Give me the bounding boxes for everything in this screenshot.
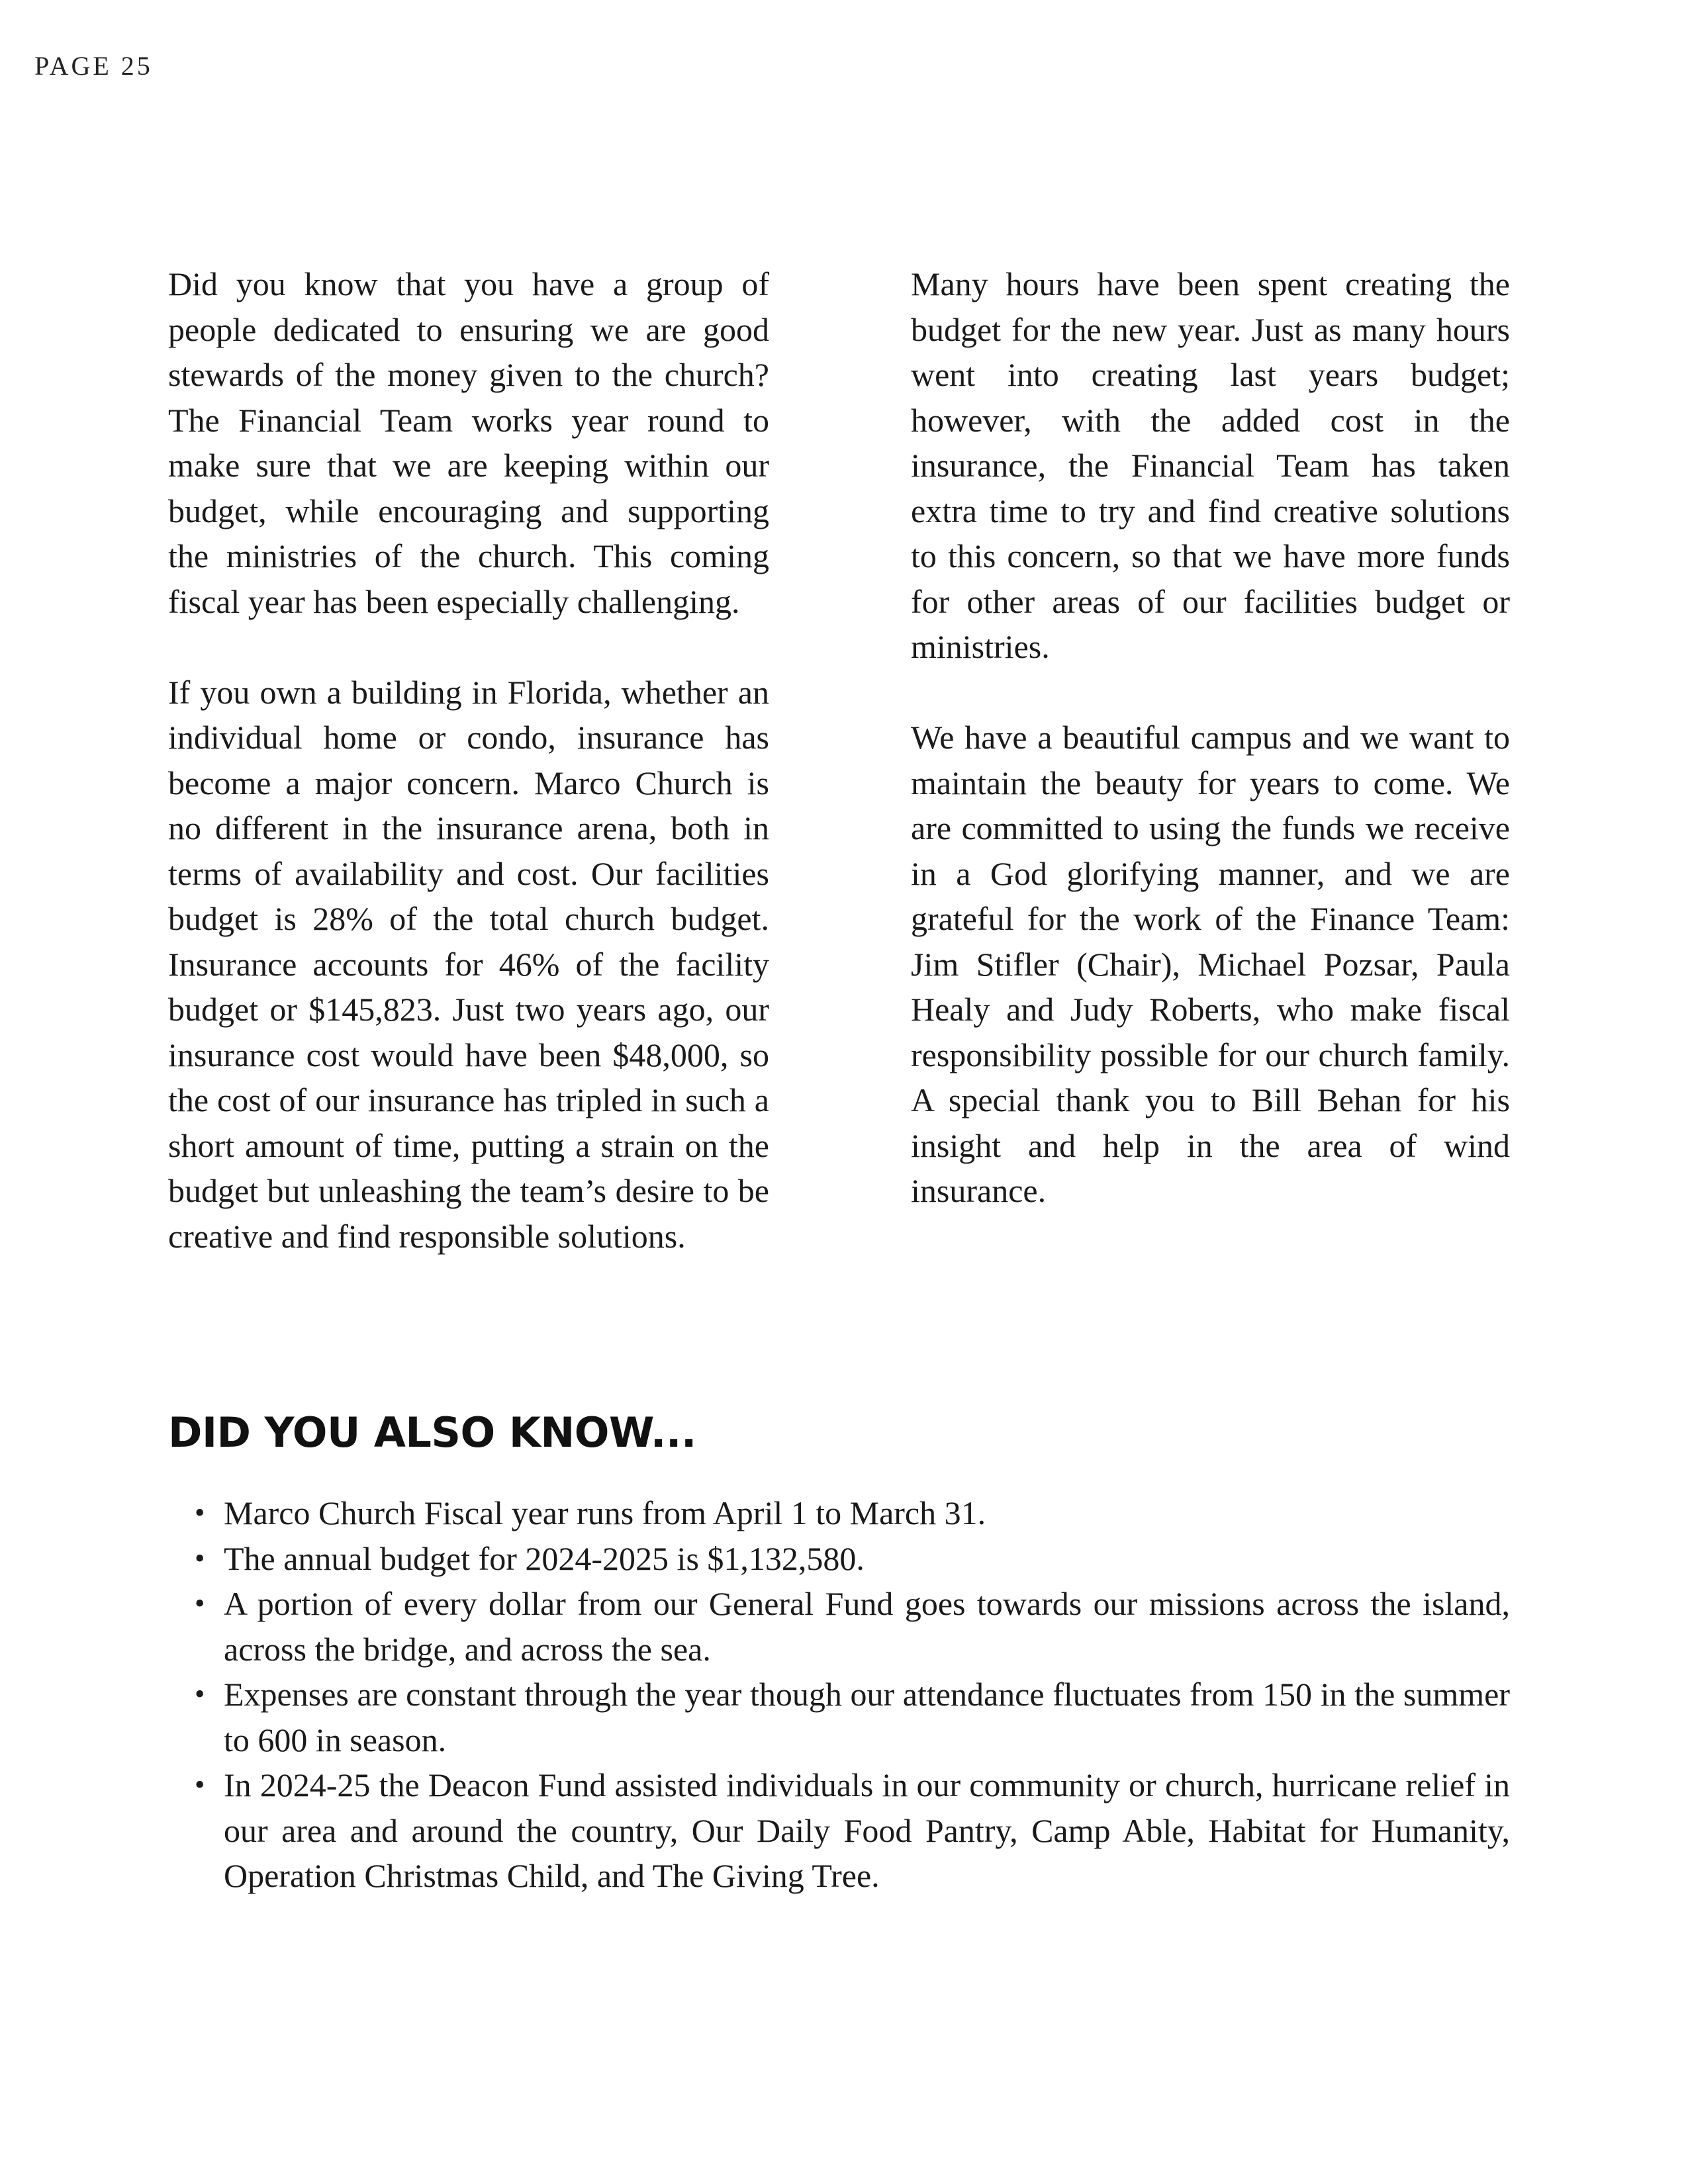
paragraph-budget-hours: Many hours have been spent creating the budget for the new year. Just as many hours went into creating last years budget; however, with the added cost in the insurance, the Financial Team has taken extra time to try and find creative solutions to this concern, so that we have more funds for other areas of our facilities budget or ministries. bbox=[911, 265, 1510, 665]
page-number: PAGE 25 bbox=[34, 51, 153, 81]
right-column bbox=[911, 261, 1510, 1259]
bullet-icon: • bbox=[195, 1768, 205, 1801]
list-item bbox=[168, 1762, 1510, 1899]
bullet-icon: • bbox=[195, 1678, 205, 1710]
paragraph-beautiful-campus: We have a beautiful campus and we want to maintain the beauty for years to come. We are committed to using the funds we receive in a God glorifying manner, and we are grateful for the work of the Finance Team: Jim Stifler (Chair), Michael Pozsar, Paula Healy and Judy Roberts, who make fiscal responsibility possible for our church family. A special thank you to Bill Behan for his insight and help in the area of wind insurance. bbox=[911, 719, 1510, 1209]
fact-text: In 2024-25 the Deacon Fund assisted individuals in our community or church, hurricane relief in our area and around the country, Our Daily Food Pantry, Camp Able, Habitat for Humanity, Operation Christmas Child, and The Giving Tree. bbox=[224, 1766, 1510, 1894]
left-column bbox=[168, 261, 769, 1304]
paragraph-insurance-concern: If you own a building in Florida, whether an individual home or condo, insurance has become a major concern. Marco Church is no different in the insurance arena, both in terms of availability and cost. Our facilities budget is 28% of the total church budget. Insurance accounts for 46% of the facility budget or $145,823. Just two years ago, our insurance cost would have been $48,000, so the cost of our insurance has tripled in such a short amount of time, putting a strain on the budget but unleashing the team’s desire to be creative and find responsible solutions. bbox=[168, 673, 769, 1255]
list-item bbox=[168, 1672, 1510, 1762]
fact-text: A portion of every dollar from our General Fund goes towards our missions across the island, across the bridge, and across the sea. bbox=[224, 1585, 1510, 1668]
list-item bbox=[168, 1581, 1510, 1672]
fact-text: The annual budget for 2024-2025 is $1,132,580. bbox=[224, 1539, 865, 1577]
bullet-icon: • bbox=[195, 1541, 205, 1574]
paragraph-financial-team: Did you know that you have a group of people dedicated to ensuring we are good stewards of the money given to the church? The Financial Team works year round to make sure that we are keeping within our budget, while encouraging and supporting the ministries of the church. This coming fiscal year has been especially challenging. bbox=[168, 265, 769, 620]
fact-text: Marco Church Fiscal year runs from April 1 to March 31. bbox=[224, 1494, 986, 1531]
bullet-icon: • bbox=[195, 1587, 205, 1619]
list-item bbox=[168, 1536, 1510, 1582]
fact-text: Expenses are constant through the year though our attendance fluctuates from 150 in the summer to 600 in season. bbox=[224, 1676, 1510, 1758]
list-item bbox=[168, 1490, 1510, 1536]
did-you-know-heading: DID YOU ALSO KNOW... bbox=[168, 1408, 696, 1457]
bullet-icon: • bbox=[195, 1496, 205, 1529]
facts-list bbox=[168, 1490, 1510, 1899]
